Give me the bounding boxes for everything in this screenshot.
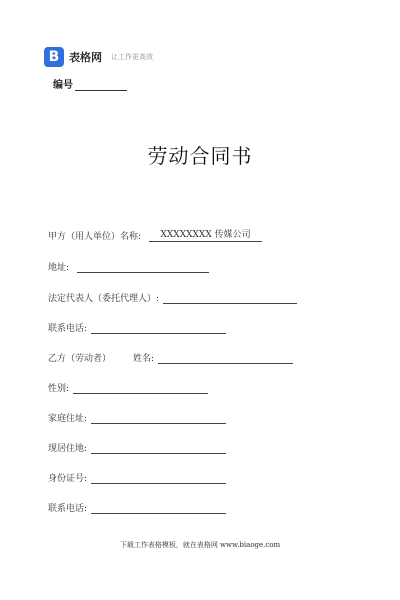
employee-name-blank [158,352,293,364]
employer-phone-field [48,320,226,334]
current-address-label: 现居住地: [48,444,88,454]
employee-phone-blank [91,502,226,514]
employer-phone-blank [91,322,226,334]
employer-name-value: XXXXXXXX 传媒公司 [149,230,262,242]
employee-phone-label: 联系电话: [48,504,88,514]
current-address-field [48,440,226,454]
legal-rep-blank [163,292,297,304]
document-title: 劳动合同书 [147,144,253,168]
home-address-label: 家庭住址: [48,414,88,424]
employee-phone-field [48,500,226,514]
id-number-label: 身份证号: [48,474,88,484]
address-blank [77,261,209,273]
current-address-blank [91,442,226,454]
legal-rep-field [48,290,297,304]
address-field [48,259,209,273]
footer-note: 下载工作表格模板，就在表格网 www.biaoge.com [119,541,281,549]
employer-phone-label: 联系电话: [48,324,88,334]
home-address-blank [91,412,226,424]
address-label: 地址: [48,263,70,273]
biaoge-logo-icon: B [44,47,64,67]
brand-slogan: 让工作更高效 [111,53,153,61]
brand-name: 表格网 [69,51,102,64]
employer-name-label: 甲方（用人单位）名称: [48,232,142,242]
home-address-field [48,410,226,424]
gender-blank [73,382,208,394]
legal-rep-label: 法定代表人（委托代理人）: [48,294,160,304]
id-number-field [48,470,226,484]
employee-label: 乙方（劳动者） [48,354,112,364]
id-number-blank [91,472,226,484]
serial-number-field [53,76,127,91]
gender-field [48,380,208,394]
serial-number-label: 编号 [53,80,73,91]
gender-label: 性别: [48,384,70,394]
employee-name-label: 姓名: [133,354,155,364]
brand-header [44,46,153,68]
employer-name-field [48,228,262,242]
employee-name-field [48,350,293,364]
serial-number-blank [75,80,127,91]
